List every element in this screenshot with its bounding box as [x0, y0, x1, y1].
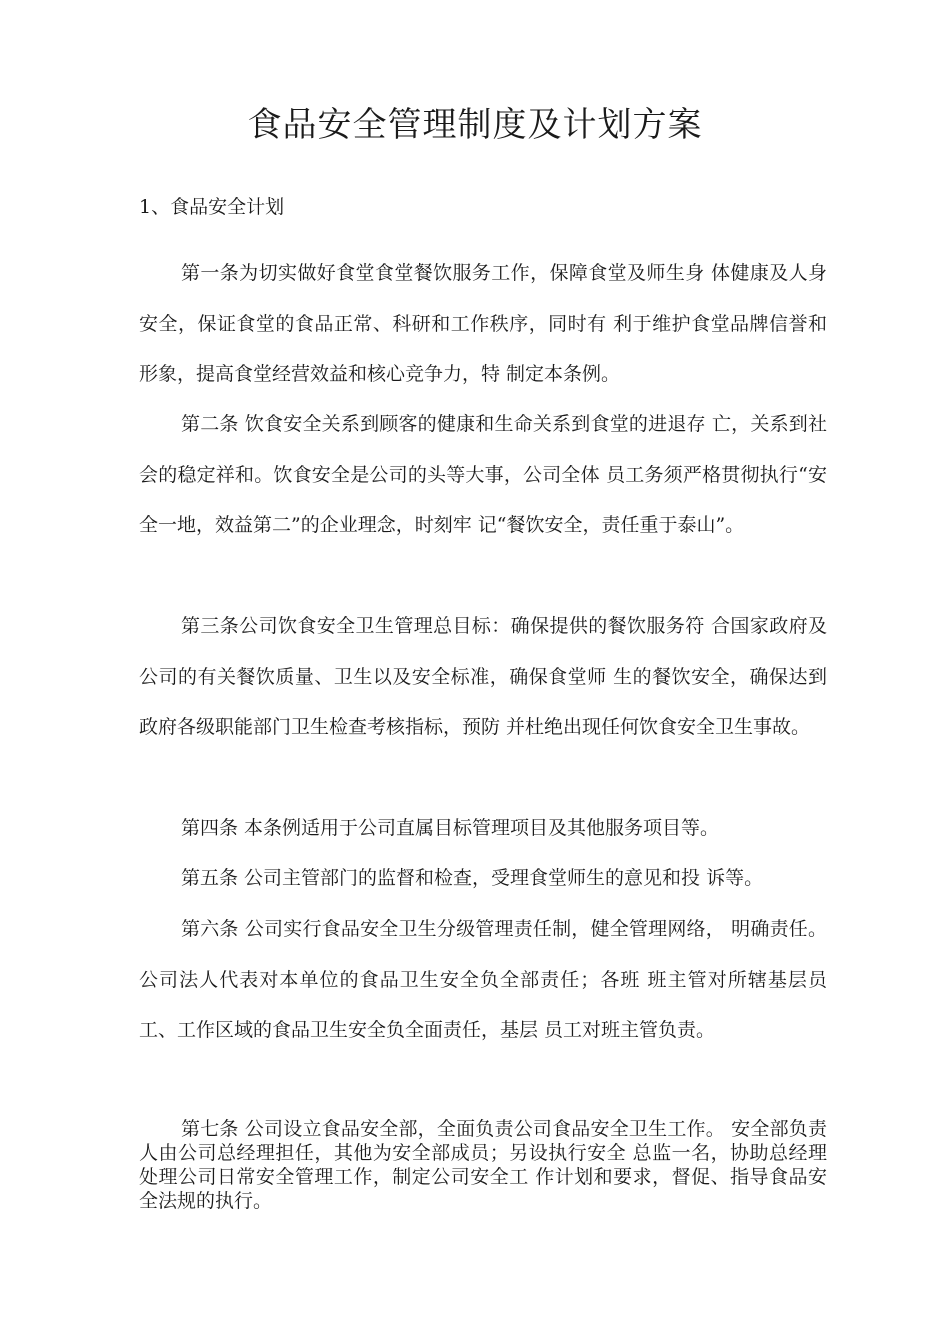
paragraph-article-1: 第一条为切实做好食堂食堂餐饮服务工作，保障食堂及师生身 体健康及人身安全，保证食堂的食品正常、科研和工作秩序，同时有 利于维护食堂品牌信誉和形象，提高食堂经营效益和核心竞争力，特 制定本条例。 [139, 262, 827, 385]
paragraph-article-7: 第七条 公司设立食品安全部，全面负责公司食品安全卫生工作。 安全部负责人由公司总经理担任，其他为安全部成员；另设执行安全 总监一名，协助总经理处理公司日常安全管理工作，制定公司安全工 作计划和要求，督促、指导食品安全法规的执行。 [139, 1118, 827, 1212]
paragraph-article-2: 第二条 饮食安全关系到顾客的健康和生命关系到食堂的进退存 亡，关系到社会的稳定祥和。饮食安全是公司的头等大事，公司全体 员工务须严格贯彻执行“安全一地，效益第二”的企业理念，时刻牢 记“餐饮安全，责任重于泰山”。 [139, 413, 827, 536]
section-heading: 1、食品安全计划 [139, 196, 285, 218]
paragraph-article-5: 第五条 公司主管部门的监督和检查，受理食堂师生的意见和投 诉等。 [181, 867, 764, 889]
paragraph-article-6: 第六条 公司实行食品安全卫生分级管理责任制，健全管理网络， 明确责任。公司法人代表对本单位的食品卫生安全负全部责任；各班 班主管对所辖基层员工、工作区域的食品卫生安全负全面责任，基层 员工对班主管负责。 [139, 918, 827, 1041]
document-title: 食品安全管理制度及计划方案 [247, 105, 703, 145]
paragraph-article-4: 第四条 本条例适用于公司直属目标管理项目及其他服务项目等。 [181, 817, 720, 839]
paragraph-article-3: 第三条公司饮食安全卫生管理总目标：确保提供的餐饮服务符 合国家政府及公司的有关餐饮质量、卫生以及安全标准，确保食堂师 生的餐饮安全，确保达到政府各级职能部门卫生检查考核指标，预防 并杜绝出现任何饮食安全卫生事故。 [139, 615, 827, 738]
